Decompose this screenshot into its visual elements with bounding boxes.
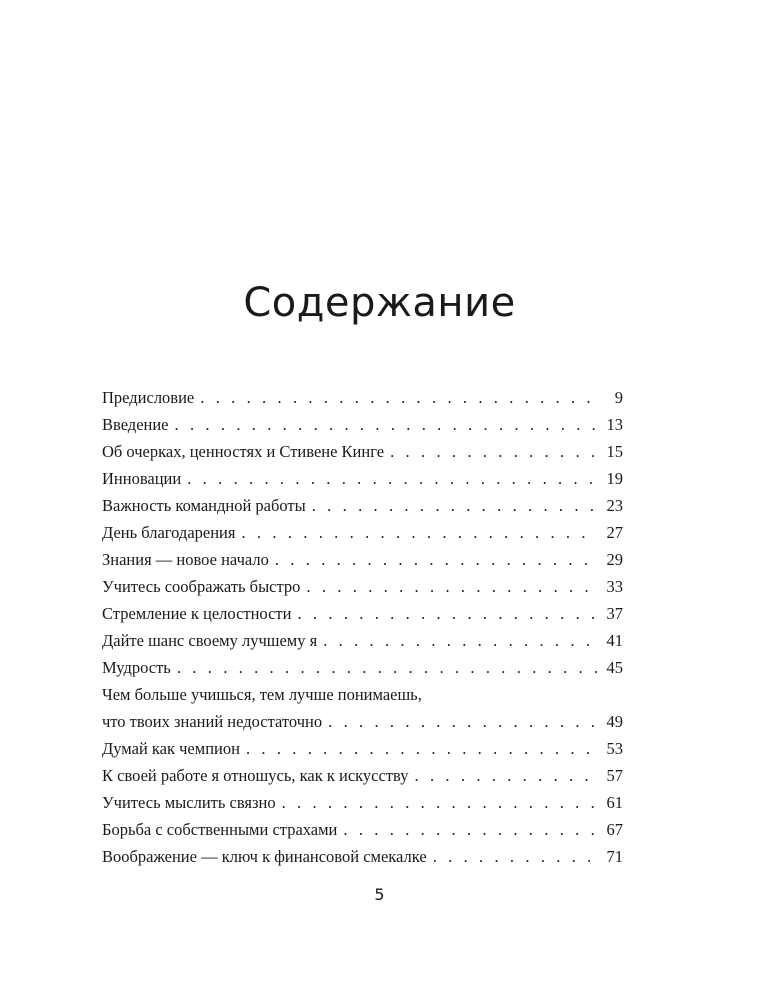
toc-entry bbox=[102, 762, 623, 789]
toc-entry-page: 33 bbox=[606, 577, 623, 596]
toc-entry-title: Стремление к целостности bbox=[102, 604, 292, 623]
toc-entry bbox=[102, 465, 623, 492]
toc-entry-page: 57 bbox=[606, 766, 623, 785]
toc-entry bbox=[102, 438, 623, 465]
table-of-contents bbox=[102, 384, 623, 870]
toc-entry-page: 61 bbox=[606, 793, 623, 812]
toc-entry bbox=[102, 492, 623, 519]
dot-leader bbox=[343, 816, 597, 843]
toc-entry-title: Учитесь мыслить связно bbox=[102, 793, 276, 812]
toc-entry-page: 29 bbox=[606, 550, 623, 569]
dot-leader bbox=[390, 438, 597, 465]
toc-entry bbox=[102, 546, 623, 573]
toc-entry-page: 45 bbox=[606, 658, 623, 677]
toc-entry-page: 19 bbox=[606, 469, 623, 488]
dot-leader bbox=[297, 600, 597, 627]
toc-entry bbox=[102, 735, 623, 762]
toc-entry bbox=[102, 789, 623, 816]
toc-entry-page: 53 bbox=[606, 739, 623, 758]
dot-leader bbox=[282, 789, 597, 816]
page-number: 5 bbox=[374, 885, 385, 904]
dot-leader bbox=[275, 546, 597, 573]
toc-entry-title: К своей работе я отношусь, как к искусству bbox=[102, 766, 409, 785]
toc-entry bbox=[102, 816, 623, 843]
dot-leader bbox=[246, 735, 597, 762]
toc-entry-title-line-2: что твоих знаний недостаточно bbox=[102, 712, 323, 731]
toc-entry-title: Важность командной работы bbox=[102, 496, 306, 515]
dot-leader bbox=[433, 843, 597, 870]
toc-entry-title: Знания — новое начало bbox=[102, 550, 269, 569]
toc-entry-page: 49 bbox=[606, 712, 623, 731]
toc-entry bbox=[102, 600, 623, 627]
toc-entry-page: 13 bbox=[606, 415, 623, 434]
toc-entry-page: 67 bbox=[606, 820, 623, 839]
toc-entry bbox=[102, 411, 623, 438]
toc-entry bbox=[102, 843, 623, 870]
toc-entry-title: Об очерках, ценностях и Стивене Кинге bbox=[102, 442, 385, 461]
toc-entry-title: День благодарения bbox=[102, 523, 236, 542]
dot-leader bbox=[177, 654, 597, 681]
toc-entry bbox=[102, 573, 623, 600]
toc-entry-title: Введение bbox=[102, 415, 169, 434]
toc-entry-page: 15 bbox=[606, 442, 623, 461]
dot-leader bbox=[241, 519, 597, 546]
dot-leader bbox=[175, 411, 597, 438]
page-title: Содержание bbox=[243, 280, 516, 326]
toc-entry bbox=[102, 384, 623, 411]
toc-entry-page: 37 bbox=[606, 604, 623, 623]
dot-leader bbox=[306, 573, 597, 600]
toc-entry-page: 27 bbox=[606, 523, 623, 542]
toc-entry-title: Дайте шанс своему лучшему я bbox=[102, 631, 318, 650]
dot-leader bbox=[187, 465, 597, 492]
toc-entry-page: 71 bbox=[606, 847, 623, 866]
toc-entry-title: Борьба с собственными страхами bbox=[102, 820, 338, 839]
dot-leader bbox=[415, 762, 597, 789]
toc-entry-title: Учитесь соображать быстро bbox=[102, 577, 301, 596]
toc-entry bbox=[102, 681, 623, 735]
toc-entry bbox=[102, 654, 623, 681]
toc-entry bbox=[102, 627, 623, 654]
toc-entry bbox=[102, 519, 623, 546]
dot-leader bbox=[200, 384, 597, 411]
toc-entry-title: Предисловие bbox=[102, 388, 195, 407]
toc-entry-title: Мудрость bbox=[102, 658, 171, 677]
toc-entry-title: Инновации bbox=[102, 469, 182, 488]
dot-leader bbox=[328, 708, 597, 735]
dot-leader bbox=[312, 492, 597, 519]
toc-entry-page: 9 bbox=[614, 388, 623, 407]
toc-entry-page: 23 bbox=[606, 496, 623, 515]
toc-entry-title: Воображение — ключ к финансовой смекалке bbox=[102, 847, 427, 866]
toc-entry-title: Думай как чемпион bbox=[102, 739, 240, 758]
toc-entry-title-line-1: Чем больше учишься, тем лучше понимаешь, bbox=[102, 685, 422, 704]
dot-leader bbox=[323, 627, 597, 654]
toc-entry-page: 41 bbox=[606, 631, 623, 650]
